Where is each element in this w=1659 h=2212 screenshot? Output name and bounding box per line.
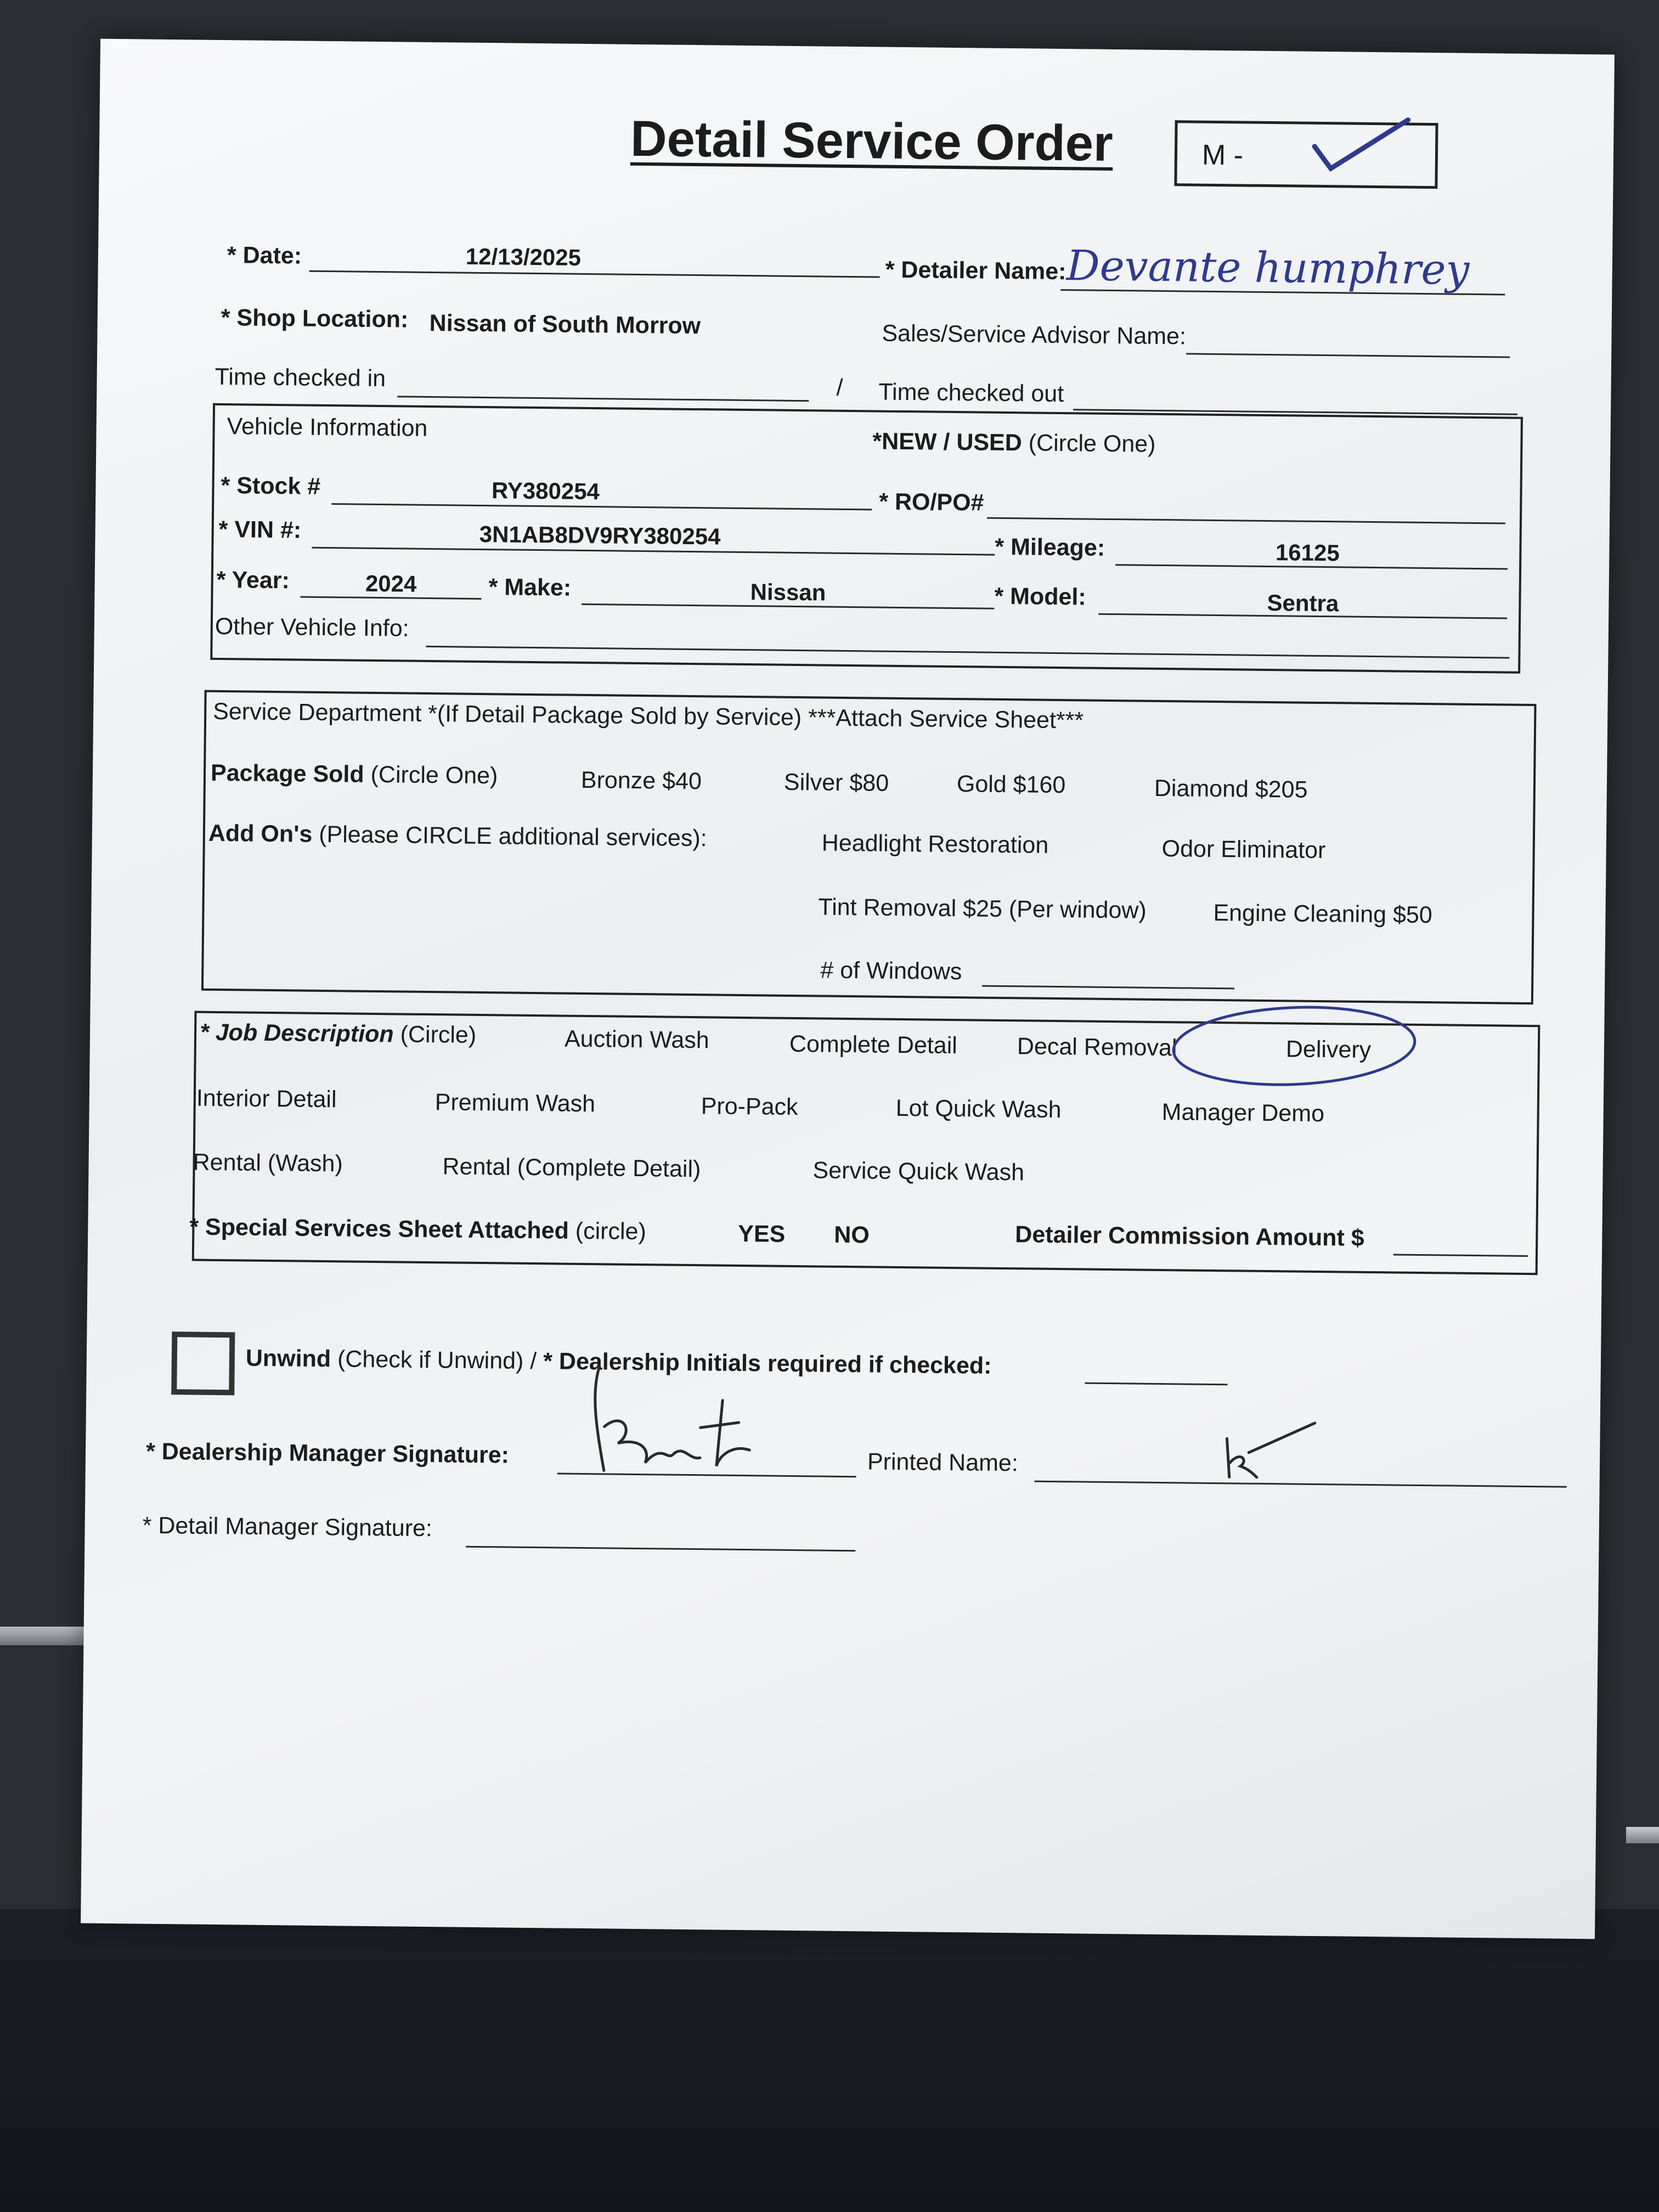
special-services-note: (circle) [575,1217,647,1245]
addons-label [208,820,707,853]
manager-signature-scribble [557,1361,789,1481]
addon-engine[interactable]: Engine Cleaning $50 [1213,899,1432,929]
addon-headlight[interactable]: Headlight Restoration [821,830,1049,859]
m-label: M - [1201,139,1244,172]
unwind-bold: Unwind [245,1345,331,1373]
new-used-note: (Circle One) [1028,430,1156,458]
detail-manager-line [466,1546,855,1551]
job-delivery[interactable]: Delivery [1285,1036,1372,1063]
make-value: Nissan [750,579,826,606]
package-silver[interactable]: Silver $80 [783,769,889,797]
ro-label: * RO/PO# [879,488,984,516]
date-line [309,270,880,278]
job-service-quick-wash[interactable]: Service Quick Wash [812,1157,1025,1186]
package-gold[interactable]: Gold $160 [956,771,1066,799]
m-box [1174,120,1438,189]
package-sold-note: (Circle One) [370,761,498,789]
special-services-bold: * Special Services Sheet Attached [189,1214,569,1244]
new-used-field [872,428,1156,458]
special-services-label [189,1214,646,1245]
job-decal-removal[interactable]: Decal Removal [1017,1033,1177,1062]
job-description-bold: * Job Description [199,1019,394,1048]
package-sold-bold: Package Sold [210,759,364,788]
detailer-label: * Detailer Name: [885,256,1066,285]
job-complete-detail[interactable]: Complete Detail [789,1030,958,1059]
job-description-note: (Circle) [400,1021,477,1048]
new-used-bold: *NEW / USED [872,428,1023,456]
job-rental-complete-detail[interactable]: Rental (Complete Detail) [442,1153,701,1183]
addon-tint[interactable]: Tint Removal $25 (Per window) [818,894,1147,924]
time-in-label: Time checked in [215,363,386,392]
package-bronze[interactable]: Bronze $40 [580,766,702,795]
shop-value: Nissan of South Morrow [429,309,701,340]
job-premium-wash[interactable]: Premium Wash [435,1089,596,1118]
unwind-note: (Check if Unwind) / [337,1346,537,1375]
manager-signature-label: * Dealership Manager Signature: [145,1438,510,1469]
date-value: 12/13/2025 [465,243,582,270]
detail-manager-label: * Detail Manager Signature: [142,1512,433,1542]
table-surface [0,1909,1659,2212]
mileage-value: 16125 [1275,539,1340,566]
job-manager-demo[interactable]: Manager Demo [1161,1099,1325,1127]
job-pro-pack[interactable]: Pro-Pack [701,1093,798,1121]
job-description-label [200,1019,477,1049]
time-in-line [397,396,809,402]
initials-bold: * Dealership Initials required if checked: [543,1348,992,1379]
vin-value: 3N1AB8DV9RY380254 [479,521,721,550]
service-order-sheet [81,39,1615,1939]
job-lot-quick-wash[interactable]: Lot Quick Wash [895,1094,1062,1124]
unwind-checkbox[interactable] [171,1331,235,1395]
model-label: * Model: [994,583,1086,611]
job-auction-wash[interactable]: Auction Wash [564,1025,709,1054]
addons-bold: Add On's [208,820,313,848]
year-label: * Year: [216,566,290,594]
form-title: Detail Service Order [630,110,1114,172]
stock-label: * Stock # [221,472,321,500]
addons-note: (Please CIRCLE additional services): [318,821,707,852]
printed-name-initials [1216,1411,1326,1483]
special-yes[interactable]: YES [738,1220,786,1248]
time-out-label: Time checked out [878,379,1064,408]
vehicle-section-label: Vehicle Information [227,413,428,442]
commission-label: Detailer Commission Amount $ [1015,1221,1364,1251]
special-no[interactable]: NO [834,1221,870,1249]
metal-rail-right [1626,1827,1659,1843]
year-value: 2024 [365,570,417,597]
mileage-label: * Mileage: [995,533,1105,561]
circled-delivery-mark [1165,996,1424,1095]
job-rental-wash[interactable]: Rental (Wash) [193,1149,343,1177]
make-label: * Make: [488,574,572,601]
model-value: Sentra [1267,589,1339,617]
job-interior-detail[interactable]: Interior Detail [196,1085,337,1113]
slash: / [836,374,843,401]
stock-value: RY380254 [491,477,600,505]
advisor-line [1186,353,1510,358]
detailer-handwriting: Devante humphrey [1066,241,1470,294]
package-diamond[interactable]: Diamond $205 [1154,775,1308,803]
shop-label: * Shop Location: [221,304,409,333]
initials-line [1085,1383,1227,1386]
date-label: * Date: [227,242,302,269]
addon-odor[interactable]: Odor Eliminator [1161,835,1326,864]
checkmark-icon [1309,114,1419,180]
printed-name-label: Printed Name: [867,1448,1019,1477]
windows-label: # of Windows [820,957,962,985]
other-info-label: Other Vehicle Info: [215,613,409,642]
service-header: Service Department *(If Detail Package Sold by Service) ***Attach Service Sheet*** [212,698,1084,734]
vin-label: * VIN #: [218,516,302,544]
advisor-label: Sales/Service Advisor Name: [882,320,1187,350]
package-sold-label [211,760,498,789]
